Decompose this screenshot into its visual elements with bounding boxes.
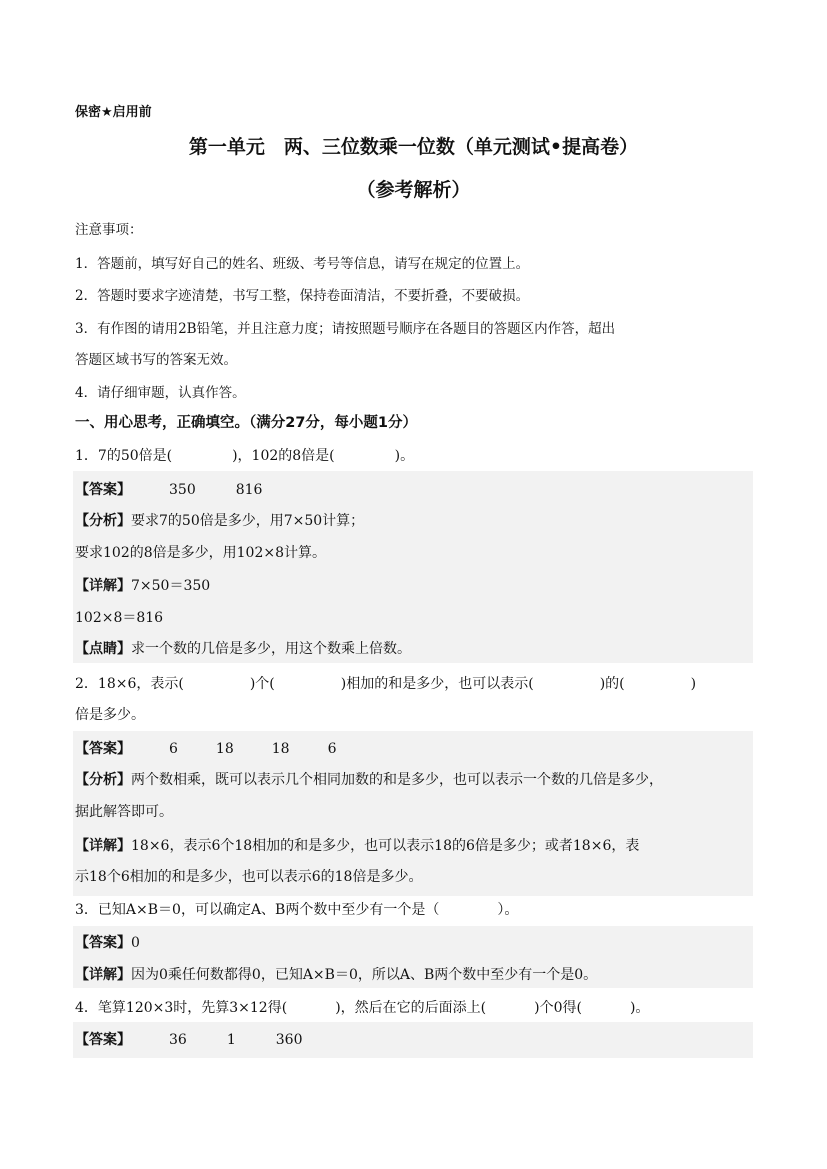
q2-detail-1: 18×6，表示6个18相加的和是多少，也可以表示18的6倍是多少；或者18×6，表	[131, 838, 640, 854]
point-tag: 【点睛】	[75, 641, 131, 657]
section-heading: 一、用心思考，正确填空。（满分27分，每小题1分）	[75, 415, 418, 431]
question-4-text-d: )。	[629, 1000, 650, 1016]
question-3-text-a: 3．已知A×B＝0，可以确定A、B两个数中至少有一个是（	[75, 902, 440, 918]
analysis-tag: 【分析】	[75, 513, 131, 529]
q4-answer-2: 1	[226, 1032, 236, 1048]
q2-analysis-1: 两个数相乘，既可以表示几个相同加数的和是多少，也可以表示一个数的几倍是多少，	[131, 772, 663, 788]
confidential-mark: 保密★启用前	[75, 105, 152, 120]
question-4-text-a: 4．笔算120×3时，先算3×12得(	[75, 1000, 288, 1016]
question-4-text-c: )个0得(	[534, 1000, 582, 1016]
question-1-text-a: 1．7的50倍是(	[75, 448, 173, 464]
q2-answer-3: 18	[271, 741, 290, 757]
notice-heading: 注意事项：	[75, 222, 143, 238]
question-2-text-a: 2．18×6，表示(	[75, 676, 184, 692]
q2-analysis-2: 据此解答即可。	[75, 804, 173, 820]
page-title: 第一单元 两、三位数乘一位数（单元测试•提高卷）	[188, 136, 639, 158]
analysis-tag: 【分析】	[75, 772, 131, 788]
q1-analysis-2: 要求102的8倍是多少，用102×8计算。	[75, 545, 326, 561]
q2-answer-2: 18	[215, 741, 234, 757]
q4-answer-row	[75, 1029, 302, 1049]
question-2-text-e: )	[690, 676, 697, 692]
notice-item-3-continued: 答题区域书写的答案无效。	[75, 352, 237, 368]
q1-point-row	[75, 638, 411, 658]
q1-analysis-1: 要求7的50倍是多少，用7×50计算；	[131, 513, 365, 529]
question-2-text-b: )个(	[249, 676, 275, 692]
notice-item-3: 3．有作图的请用2B铅笔，并且注意力度；请按照题号顺序在各题目的答题区内作答，超出	[75, 321, 616, 337]
question-4-text-b: )，然后在它的后面添上(	[335, 1000, 487, 1016]
notice-item-1: 1．答题前，填写好自己的姓名、班级、考号等信息，请写在规定的位置上。	[75, 256, 530, 272]
question-2-text-f: 倍是多少。	[75, 707, 145, 723]
notice-item-4: 4．请仔细审题，认真作答。	[75, 385, 246, 401]
q1-detail-row	[75, 575, 210, 595]
question-1-text-c: )。	[394, 448, 415, 464]
notice-item-2: 2．答题时要求字迹清楚，书写工整，保持卷面清洁，不要折叠，不要破损。	[75, 288, 530, 304]
question-3-text-b: ）。	[497, 902, 519, 918]
answer-tag: 【答案】	[75, 935, 131, 951]
q1-detail-1: 7×50＝350	[131, 578, 211, 594]
q2-analysis-row	[75, 769, 663, 789]
answer-tag: 【答案】	[75, 1032, 131, 1048]
q1-answer-1: 350	[169, 482, 196, 498]
detail-tag: 【详解】	[75, 578, 131, 594]
answer-panel-q1	[73, 471, 753, 663]
question-1	[75, 445, 414, 465]
q1-answer-row	[75, 479, 262, 499]
q2-detail-row	[75, 835, 639, 855]
question-3	[75, 899, 518, 919]
q4-answer-1: 36	[169, 1032, 187, 1048]
q3-answer: 0	[131, 935, 140, 951]
question-2-text-d: )的(	[599, 676, 625, 692]
question-1-text-b: )，102的8倍是(	[232, 448, 335, 464]
q3-detail-row	[75, 964, 597, 984]
question-2	[75, 673, 696, 693]
q1-detail-2: 102×8＝816	[75, 610, 164, 626]
question-4	[75, 997, 649, 1017]
q1-answer-2: 816	[235, 482, 263, 498]
q2-answer-row	[75, 738, 337, 758]
page-subtitle: （参考解析）	[356, 179, 471, 201]
q4-answer-3: 360	[275, 1032, 303, 1048]
q3-answer-row	[75, 932, 140, 952]
question-2-text-c: )相加的和是多少，也可以表示(	[340, 676, 534, 692]
detail-tag: 【详解】	[75, 967, 131, 983]
q2-answer-1: 6	[169, 741, 178, 757]
detail-tag: 【详解】	[75, 838, 131, 854]
q3-detail: 因为0乘任何数都得0，已知A×B＝0，所以A、B两个数中至少有一个是0。	[131, 967, 598, 983]
answer-tag: 【答案】	[75, 482, 131, 498]
q1-point: 求一个数的几倍是多少，用这个数乘上倍数。	[131, 641, 411, 657]
q2-answer-4: 6	[327, 741, 337, 757]
answer-tag: 【答案】	[75, 741, 131, 757]
q1-analysis-row	[75, 510, 364, 530]
q2-detail-2: 示18个6相加的和是多少，也可以表示6的18倍是多少。	[75, 869, 423, 885]
